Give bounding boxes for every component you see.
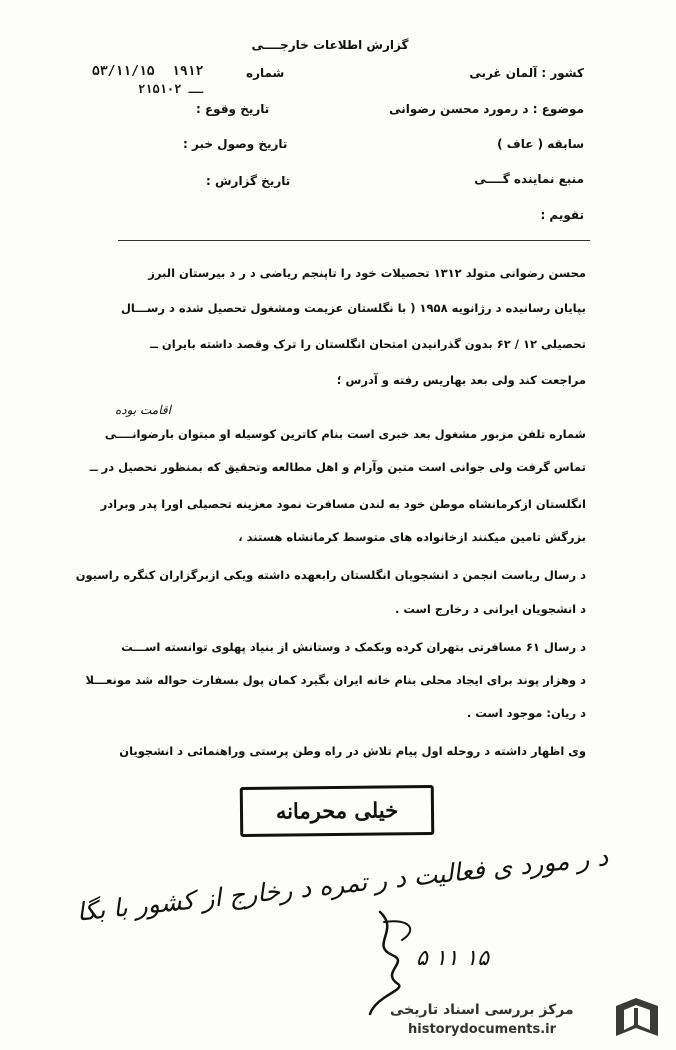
body-line: د انشجویان ایرانی د رخارج است . [395, 602, 586, 616]
evaluation-field: تقویم : [540, 208, 584, 222]
body-line: مراجعت کند ولی بعد بهاریس رفته و آدرس ؛ [336, 373, 586, 387]
body-line: بزرگش تامین میکنند ازخانواده های متوسط کرمانشاه هستند ، [238, 530, 586, 544]
watermark-org: مرکز بررسی اسناد تاریخی [390, 1002, 574, 1018]
number-value: ۱۹۱۲ [172, 64, 204, 79]
watermark-url: historydocuments.ir [408, 1022, 557, 1037]
subject-field: موضوع : د رمورد محسن رضوانی [389, 102, 584, 116]
body-line: تماس گرفت ولی جوانی است متین وآرام و اهل مطالعه وتحقیق که بمنظور تحصیل در ــ [89, 460, 586, 474]
body-line: د ریان: موجود است . [466, 706, 586, 720]
body-line: د رسال ۶۱ مسافرتی بتهران کرده وبکمک د وستانش از بنیاد پهلوی توانسته اســـت [121, 640, 586, 654]
confidential-stamp: خیلی محرمانه [240, 785, 435, 837]
body-line: بپایان رسانیده د رژانویه ۱۹۵۸ ( با نگلستان عزیمت ومشغول تحصیل شده د رســـال [120, 301, 586, 315]
background-field: سابقه ( عاف ) [497, 137, 584, 151]
body-line: د وهزار پوند برای ایجاد محلی بنام خانه ایران بگیرد کمان پول بسفارت حواله شد مونعـــلا [85, 673, 586, 687]
handwritten-note: د ر مورد ی فعالیت د ر تمره د رخارج از کشور با بگا [75, 842, 610, 927]
date-stamp: ۵۳/۱۱/۱۵ [92, 64, 155, 79]
report-date-field: تاریخ گزارش : [206, 174, 291, 188]
number-label: شماره [246, 66, 285, 80]
margin-note: اقامت بوده [115, 403, 171, 417]
body-line: د رسال ریاست انجمن د انشجویان انگلستان رابعهده داشته ویکی ازبرگزاران کنگره راسیون [75, 568, 586, 582]
watermark-logo-icon [610, 994, 664, 1044]
body-line: وی اظهار داشته د روحله اول پیام تلاش در راه وطن پرستی وراهنمائی د انشجویان [119, 744, 586, 758]
header-divider [118, 240, 590, 241]
country-field: کشور : آلمان غربی [469, 66, 584, 80]
handwritten-bottom: ۱۵ ۱۱ ۵ [416, 946, 490, 971]
event-date-field: تاریخ وقوع : [196, 102, 270, 116]
report-title: گزارش اطلاعات خارجــــی [251, 38, 409, 52]
source-field: منبع نماینده گــــی [474, 172, 584, 186]
body-line: محسن رضوانی متولد ۱۳۱۲ تحصیلات خود را تاپنجم ریاضی د ر د بیرستان البرز [148, 266, 586, 280]
body-line: انگلستان ازکرمانشاه موطن خود به لندن مسافرت نمود معزینه تحصیلی اورا پدر وبرادر [100, 497, 586, 511]
body-line: تحصیلی ۱۲ / ۶۲ بدون گذرانیدن امتحان انگلستان را ترک وقصد داشته بایران ــ [150, 337, 586, 351]
receipt-date-field: تاریخ وصول خبر : [183, 137, 288, 151]
sub-number: ۲۱۵ــ ۱۰۲ [138, 82, 204, 96]
body-line: شماره تلفن مزبور مشغول بعد خبری است بنام کاترین کوسیله او مبتوان بارضوانــــی [104, 427, 586, 441]
